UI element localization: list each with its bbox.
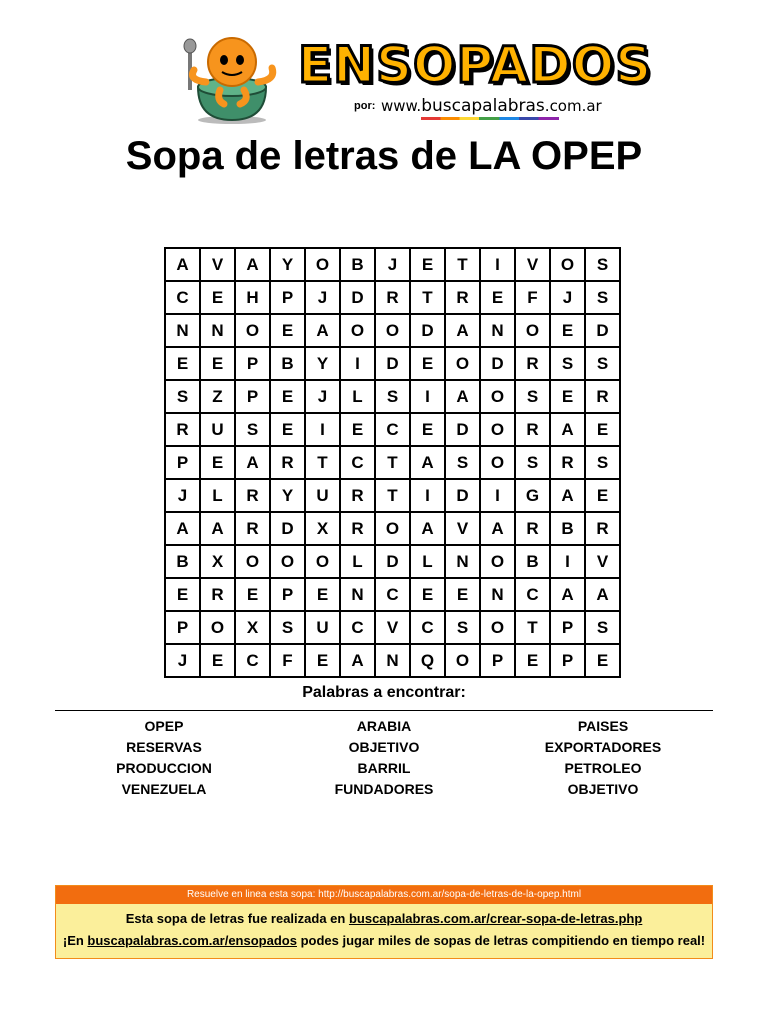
grid-cell: P [270, 281, 305, 314]
grid-cell: D [585, 314, 620, 347]
grid-cell: X [305, 512, 340, 545]
footer-line-1 [56, 908, 712, 930]
grid-cell: S [515, 380, 550, 413]
grid-cell: E [480, 281, 515, 314]
grid-cell: J [375, 248, 410, 281]
grid-cell: A [550, 413, 585, 446]
grid-cell: A [235, 248, 270, 281]
footer-line-1-text: Esta sopa de letras fue realizada en [125, 911, 349, 926]
grid-cell: B [165, 545, 200, 578]
grid-cell: V [515, 248, 550, 281]
grid-cell: O [375, 512, 410, 545]
grid-cell: L [340, 545, 375, 578]
grid-cell: E [305, 578, 340, 611]
grid-cell: O [445, 347, 480, 380]
grid-cell: N [200, 314, 235, 347]
grid-cell: N [165, 314, 200, 347]
grid-cell: S [235, 413, 270, 446]
grid-cell: R [445, 281, 480, 314]
grid-cell: R [340, 512, 375, 545]
grid-cell: T [375, 479, 410, 512]
grid-cell: E [270, 380, 305, 413]
page-title: Sopa de letras de LA OPEP [125, 134, 643, 178]
grid-cell: J [305, 281, 340, 314]
grid-cell: J [550, 281, 585, 314]
online-solve-link[interactable]: Resuelve en linea esta sopa: http://buscapalabras.com.ar/sopa-de-letras-de-la-opep.html [56, 886, 712, 904]
grid-cell: A [165, 248, 200, 281]
create-wordsearch-link[interactable]: buscapalabras.com.ar/crear-sopa-de-letras.php [348, 911, 643, 926]
grid-cell: Y [305, 347, 340, 380]
grid-cell: A [200, 512, 235, 545]
grid-cell: N [480, 578, 515, 611]
grid-cell: R [340, 479, 375, 512]
grid-cell: R [270, 446, 305, 479]
grid-cell: R [235, 512, 270, 545]
grid-cell: V [445, 512, 480, 545]
grid-cell: U [200, 413, 235, 446]
grid-cell: B [270, 347, 305, 380]
letter-grid [164, 247, 621, 678]
grid-cell: H [235, 281, 270, 314]
grid-cell: V [375, 611, 410, 644]
grid-cell: P [480, 644, 515, 677]
grid-cell: S [550, 347, 585, 380]
grid-cell: R [585, 380, 620, 413]
grid-cell: R [235, 479, 270, 512]
grid-cell: D [270, 512, 305, 545]
grid-cell: B [515, 545, 550, 578]
grid-cell: P [235, 347, 270, 380]
grid-cell: E [585, 413, 620, 446]
grid-cell: P [165, 446, 200, 479]
grid-cell: A [410, 512, 445, 545]
grid-row [165, 512, 620, 545]
grid-cell: O [515, 314, 550, 347]
logo-site-link[interactable] [381, 96, 602, 116]
grid-cell: N [445, 545, 480, 578]
grid-cell: O [480, 380, 515, 413]
grid-row [165, 611, 620, 644]
grid-cell: R [550, 446, 585, 479]
logo-by-label: por: [354, 100, 376, 112]
grid-cell: D [410, 314, 445, 347]
grid-cell: A [305, 314, 340, 347]
word-item: PRODUCCION [116, 760, 212, 776]
grid-cell: E [200, 281, 235, 314]
grid-row [165, 413, 620, 446]
word-item: RESERVAS [126, 739, 202, 755]
grid-cell: P [235, 380, 270, 413]
grid-cell: L [340, 380, 375, 413]
grid-cell: O [305, 248, 340, 281]
word-item: OPEP [144, 718, 184, 734]
grid-cell: O [340, 314, 375, 347]
grid-cell: O [200, 611, 235, 644]
grid-row [165, 479, 620, 512]
grid-cell: O [480, 413, 515, 446]
grid-cell: E [410, 248, 445, 281]
grid-cell: U [305, 611, 340, 644]
grid-cell: N [480, 314, 515, 347]
ensopados-link[interactable]: buscapalabras.com.ar/ensopados [87, 933, 297, 948]
header [0, 0, 768, 130]
grid-cell: S [165, 380, 200, 413]
grid-cell: A [235, 446, 270, 479]
site-prefix: www. [381, 97, 422, 115]
grid-cell: E [585, 479, 620, 512]
grid-cell: Y [270, 479, 305, 512]
grid-cell: E [235, 578, 270, 611]
grid-cell: E [165, 578, 200, 611]
grid-row [165, 248, 620, 281]
footer-line-2 [56, 930, 712, 952]
grid-cell: E [515, 644, 550, 677]
grid-cell: O [445, 644, 480, 677]
grid-cell: O [235, 545, 270, 578]
grid-cell: A [550, 578, 585, 611]
grid-cell: O [235, 314, 270, 347]
grid-cell: S [585, 281, 620, 314]
grid-cell: S [270, 611, 305, 644]
divider [55, 710, 713, 711]
grid-cell: S [585, 347, 620, 380]
grid-cell: C [340, 446, 375, 479]
footer-line-2-text: ¡En [62, 933, 88, 948]
grid-cell: O [305, 545, 340, 578]
grid-cell: D [445, 413, 480, 446]
grid-cell: I [480, 248, 515, 281]
word-item: PAISES [577, 718, 629, 734]
grid-cell: T [410, 281, 445, 314]
grid-cell: D [375, 347, 410, 380]
grid-cell: A [410, 446, 445, 479]
grid-cell: O [270, 545, 305, 578]
grid-cell: A [585, 578, 620, 611]
grid-cell: D [340, 281, 375, 314]
words-title: Palabras a encontrar: [302, 684, 466, 701]
grid-cell: A [480, 512, 515, 545]
grid-cell: V [585, 545, 620, 578]
word-item: OBJETIVO [567, 781, 639, 797]
grid-cell: U [305, 479, 340, 512]
grid-cell: N [375, 644, 410, 677]
grid-cell: Y [270, 248, 305, 281]
grid-cell: O [375, 314, 410, 347]
grid-row [165, 347, 620, 380]
grid-cell: E [410, 413, 445, 446]
grid-cell: I [410, 479, 445, 512]
grid-cell: C [375, 578, 410, 611]
grid-cell: I [340, 347, 375, 380]
grid-cell: E [200, 446, 235, 479]
grid-cell: F [515, 281, 550, 314]
grid-cell: O [550, 248, 585, 281]
word-item: BARRIL [357, 760, 411, 776]
grid-cell: A [445, 380, 480, 413]
logo-wordmark: ENSOPADOS [298, 36, 653, 94]
grid-cell: I [410, 380, 445, 413]
word-column-3 [493, 716, 713, 800]
grid-cell: B [550, 512, 585, 545]
grid-cell: E [270, 413, 305, 446]
grid-cell: P [550, 644, 585, 677]
grid-cell: O [480, 545, 515, 578]
grid-row [165, 578, 620, 611]
grid-cell: P [270, 578, 305, 611]
grid-cell: E [550, 380, 585, 413]
grid-cell: S [445, 446, 480, 479]
word-item: OBJETIVO [348, 739, 420, 755]
grid-cell: I [550, 545, 585, 578]
grid-cell: S [585, 611, 620, 644]
grid-cell: T [515, 611, 550, 644]
grid-cell: J [305, 380, 340, 413]
grid-cell: L [410, 545, 445, 578]
grid-cell: Z [200, 380, 235, 413]
grid-cell: D [480, 347, 515, 380]
grid-cell: L [200, 479, 235, 512]
grid-cell: T [375, 446, 410, 479]
grid-cell: P [550, 611, 585, 644]
grid-cell: S [585, 446, 620, 479]
word-column-1 [54, 716, 274, 800]
grid-cell: Q [410, 644, 445, 677]
grid-cell: T [305, 446, 340, 479]
grid-cell: D [445, 479, 480, 512]
grid-cell: A [165, 512, 200, 545]
grid-cell: R [515, 512, 550, 545]
grid-cell: R [515, 413, 550, 446]
grid-cell: A [340, 644, 375, 677]
grid-cell: E [550, 314, 585, 347]
grid-cell: E [585, 644, 620, 677]
grid-cell: R [515, 347, 550, 380]
grid-cell: C [515, 578, 550, 611]
grid-cell: E [200, 644, 235, 677]
site-suffix: .com.ar [544, 97, 602, 115]
grid-row [165, 380, 620, 413]
grid-cell: C [235, 644, 270, 677]
footer-box [55, 885, 713, 959]
grid-row [165, 281, 620, 314]
grid-cell: F [270, 644, 305, 677]
grid-cell: X [200, 545, 235, 578]
octopus-chef-icon [180, 32, 280, 124]
grid-cell: B [340, 248, 375, 281]
grid-row [165, 314, 620, 347]
grid-cell: E [165, 347, 200, 380]
footer-line-2-suffix: podes jugar miles de sopas de letras compitiendo en tiempo real! [296, 933, 706, 948]
grid-cell: R [200, 578, 235, 611]
grid-cell: J [165, 479, 200, 512]
word-item: EXPORTADORES [544, 739, 662, 755]
grid-row [165, 545, 620, 578]
grid-row [165, 446, 620, 479]
grid-cell: I [305, 413, 340, 446]
grid-row [165, 644, 620, 677]
grid-cell: G [515, 479, 550, 512]
word-item: VENEZUELA [121, 781, 207, 797]
grid-cell: O [480, 611, 515, 644]
word-item: FUNDADORES [334, 781, 434, 797]
word-item: PETROLEO [564, 760, 642, 776]
grid-cell: T [445, 248, 480, 281]
grid-cell: R [375, 281, 410, 314]
grid-cell: S [585, 248, 620, 281]
word-column-2 [274, 716, 494, 800]
grid-cell: A [445, 314, 480, 347]
grid-cell: N [340, 578, 375, 611]
grid-cell: E [445, 578, 480, 611]
grid-cell: C [165, 281, 200, 314]
grid-cell: S [375, 380, 410, 413]
grid-cell: J [165, 644, 200, 677]
grid-cell: C [410, 611, 445, 644]
grid-cell: E [410, 347, 445, 380]
site-brand: buscapalabras [421, 96, 545, 116]
grid-cell: O [480, 446, 515, 479]
grid-cell: E [410, 578, 445, 611]
grid-cell: R [585, 512, 620, 545]
grid-cell: E [340, 413, 375, 446]
grid-cell: R [165, 413, 200, 446]
grid-cell: A [550, 479, 585, 512]
grid-cell: V [200, 248, 235, 281]
grid-cell: I [480, 479, 515, 512]
grid-cell: X [235, 611, 270, 644]
grid-cell: E [305, 644, 340, 677]
word-item: ARABIA [356, 718, 412, 734]
grid-cell: S [445, 611, 480, 644]
grid-cell: E [200, 347, 235, 380]
grid-cell: S [515, 446, 550, 479]
grid-cell: D [375, 545, 410, 578]
grid-cell: P [165, 611, 200, 644]
grid-cell: C [375, 413, 410, 446]
logo-rainbow-underline [421, 117, 559, 120]
grid-cell: C [340, 611, 375, 644]
grid-cell: E [270, 314, 305, 347]
